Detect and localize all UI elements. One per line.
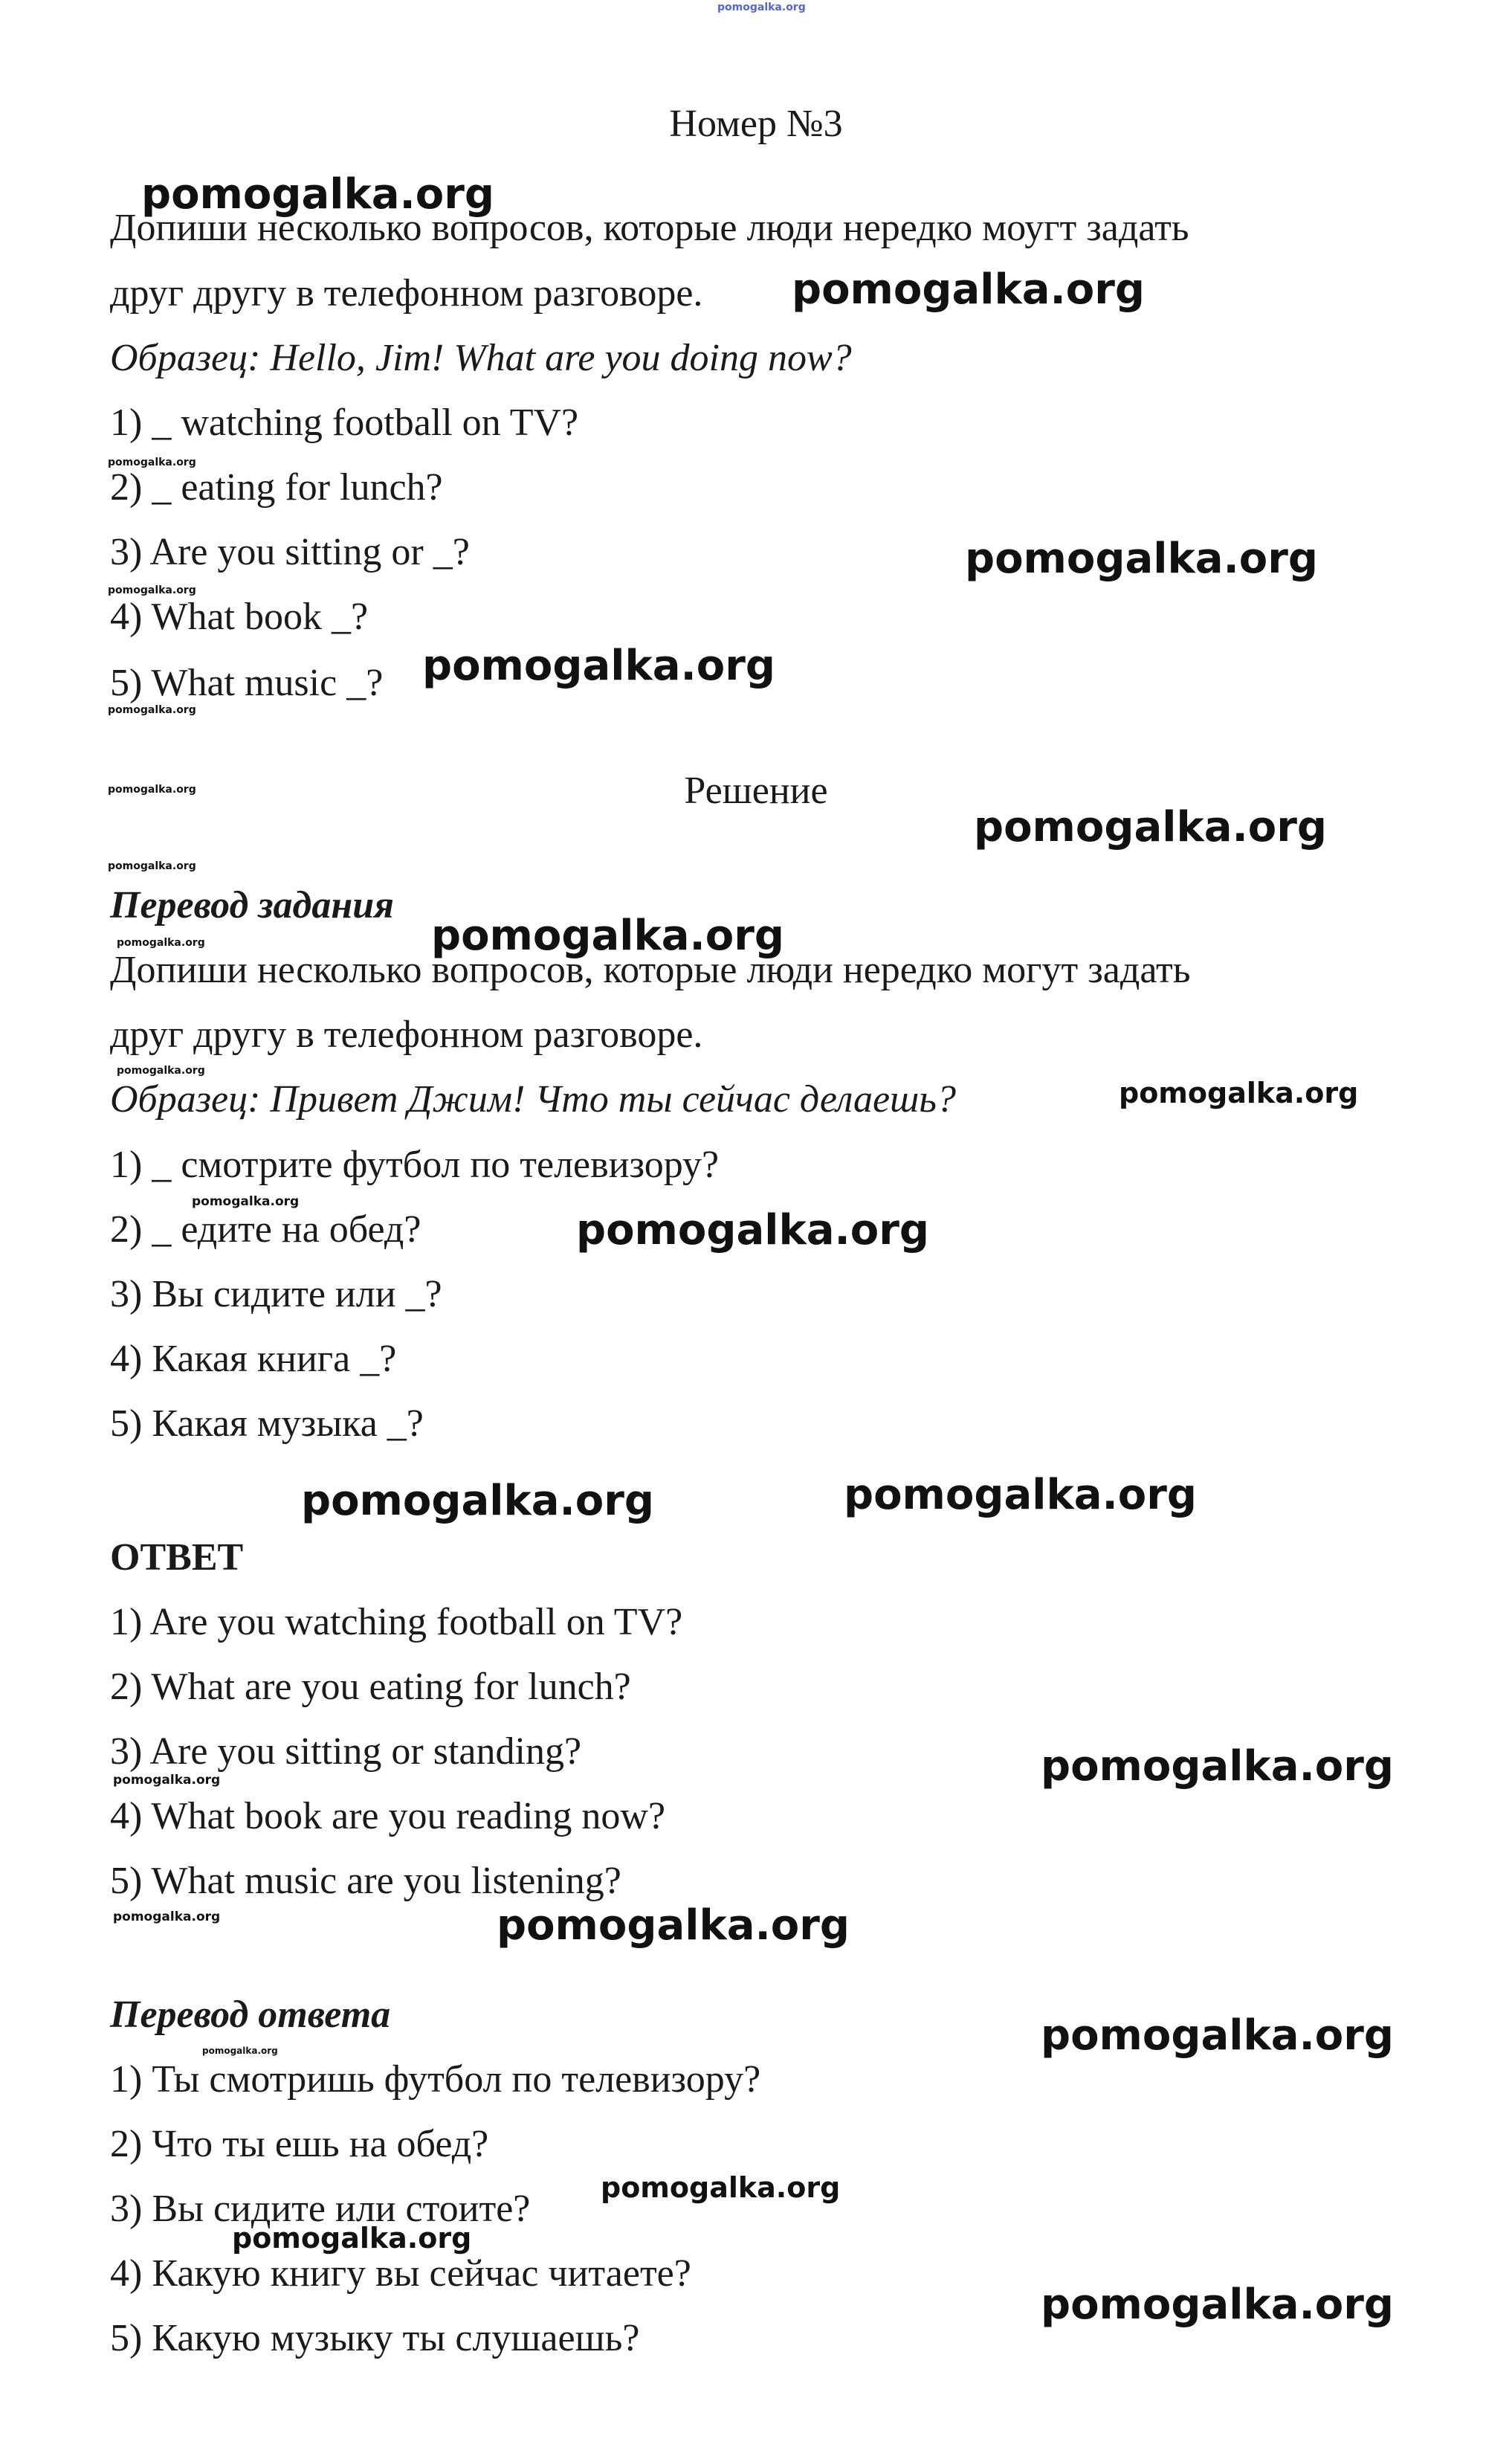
task-instruction-line2: друг другу в телефонном разговоре. xyxy=(110,272,703,315)
watermark: pomogalka.org xyxy=(301,1477,654,1525)
solution-heading: Решение xyxy=(684,770,828,812)
translation-instruction-line1: Допиши несколько вопросов, которые люди нередко могут задать xyxy=(110,949,1191,991)
task-item-3: 3) Are you sitting or _? xyxy=(110,531,470,573)
translation-example: Образец: Привет Джим! Что ты сейчас делаешь? xyxy=(110,1078,956,1121)
watermark: pomogalka.org xyxy=(792,265,1145,314)
watermark: pomogalka.org xyxy=(1041,2281,1394,2329)
watermark: pomogalka.org xyxy=(141,170,494,219)
watermark: pomogalka.org xyxy=(117,937,205,949)
watermark: pomogalka.org xyxy=(192,1194,300,1209)
watermark: pomogalka.org xyxy=(965,535,1318,583)
watermark: pomogalka.org xyxy=(108,457,196,468)
answer-translation-item-4: 4) Какую книгу вы сейчас читаете? xyxy=(110,2252,691,2295)
watermark: pomogalka.org xyxy=(202,2046,278,2056)
watermark: pomogalka.org xyxy=(422,642,775,690)
watermark: pomogalka.org xyxy=(113,1909,221,1924)
watermark: pomogalka.org xyxy=(108,784,196,796)
watermark: pomogalka.org xyxy=(108,584,196,596)
task-item-5: 5) What music _? xyxy=(110,662,384,704)
answer-heading: ОТВЕТ xyxy=(110,1536,244,1579)
watermark: pomogalka.org xyxy=(1041,2011,1394,2060)
watermark: pomogalka.org xyxy=(576,1206,929,1254)
watermark: pomogalka.org xyxy=(431,912,784,960)
answer-translation-item-2: 2) Что ты ешь на обед? xyxy=(110,2123,489,2165)
answer-translation-item-3: 3) Вы сидите или стоите? xyxy=(110,2188,531,2230)
translation-item-3: 3) Вы сидите или _? xyxy=(110,1273,442,1315)
task-item-1: 1) _ watching football on TV? xyxy=(110,402,579,444)
task-instruction-line1: Допиши несколько вопросов, которые люди нередко моугт задать xyxy=(110,207,1189,249)
top-watermark: pomogalka.org xyxy=(717,1,806,13)
watermark: pomogalka.org xyxy=(108,704,196,716)
watermark: pomogalka.org xyxy=(1119,1077,1359,1109)
answer-translation-heading: Перевод ответа xyxy=(110,1994,391,2036)
answer-item-5: 5) What music are you listening? xyxy=(110,1860,621,1902)
translation-heading: Перевод задания xyxy=(110,884,394,926)
task-item-2: 2) _ eating for lunch? xyxy=(110,466,443,509)
translation-item-2: 2) _ едите на обед? xyxy=(110,1208,421,1251)
watermark: pomogalka.org xyxy=(601,2171,841,2204)
answer-item-1: 1) Are you watching football on TV? xyxy=(110,1601,683,1643)
answer-item-2: 2) What are you eating for lunch? xyxy=(110,1666,631,1708)
translation-instruction-line2: друг другу в телефонном разговоре. xyxy=(110,1013,703,1056)
watermark: pomogalka.org xyxy=(108,860,196,872)
watermark: pomogalka.org xyxy=(974,803,1327,851)
watermark: pomogalka.org xyxy=(1041,1742,1394,1791)
watermark: pomogalka.org xyxy=(232,2222,472,2255)
answer-item-3: 3) Are you sitting or standing? xyxy=(110,1730,582,1773)
watermark: pomogalka.org xyxy=(117,1065,205,1077)
translation-item-5: 5) Какая музыка _? xyxy=(110,1402,424,1445)
task-item-4: 4) What book _? xyxy=(110,596,369,638)
watermark: pomogalka.org xyxy=(844,1471,1197,1519)
answer-translation-item-5: 5) Какую музыку ты слушаешь? xyxy=(110,2317,640,2359)
translation-item-4: 4) Какая книга _? xyxy=(110,1338,397,1380)
translation-item-1: 1) _ смотрите футбол по телевизору? xyxy=(110,1144,720,1186)
page-title: Номер №3 xyxy=(669,103,843,145)
watermark: pomogalka.org xyxy=(113,1773,221,1788)
watermark: pomogalka.org xyxy=(497,1901,850,1950)
task-example: Образец: Hello, Jim! What are you doing now? xyxy=(110,337,852,379)
answer-item-4: 4) What book are you reading now? xyxy=(110,1795,666,1837)
answer-translation-item-1: 1) Ты смотришь футбол по телевизору? xyxy=(110,2058,761,2101)
